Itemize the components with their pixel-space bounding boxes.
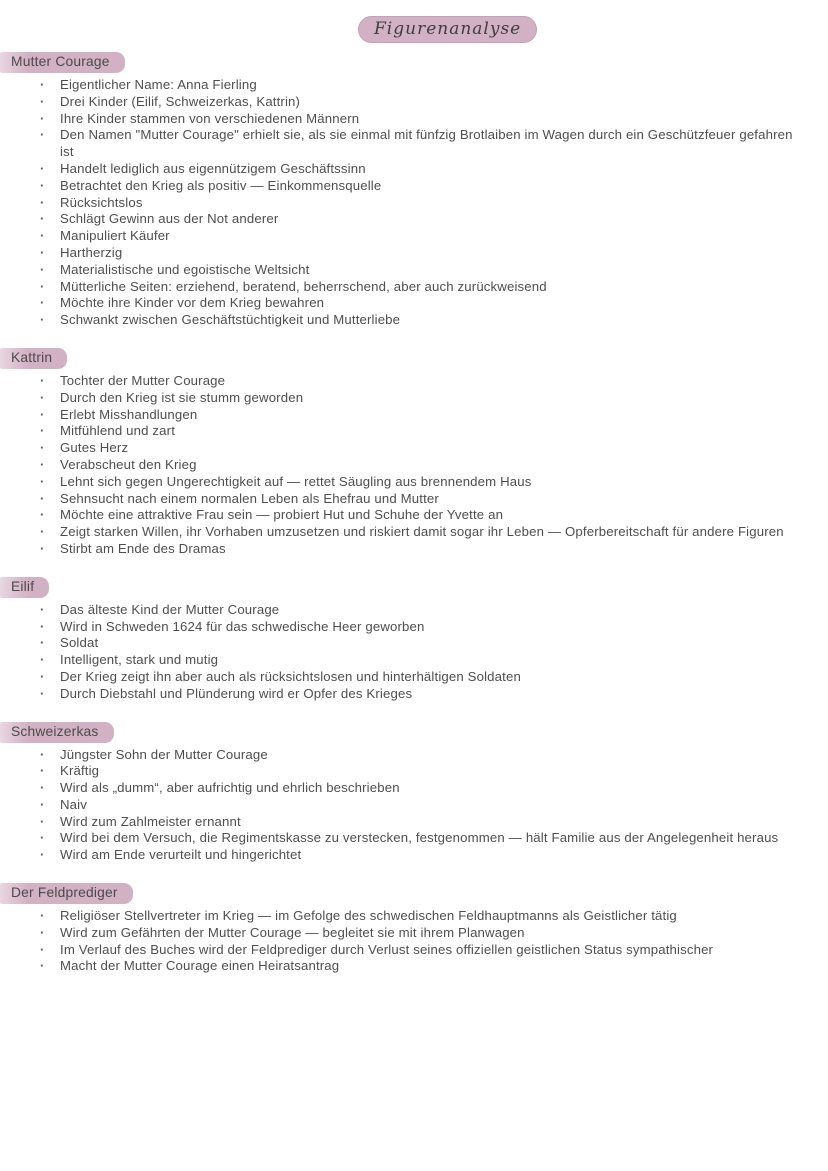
bullet-text: Mütterliche Seiten: erziehend, beratend, beherrschend, aber auch zurückweisend xyxy=(60,278,547,294)
section xyxy=(0,348,828,558)
bullet-dot-icon: · xyxy=(40,440,45,456)
bullet-dot-icon: · xyxy=(40,746,45,762)
bullet-dot-icon: · xyxy=(40,490,45,506)
bullet-item xyxy=(0,295,828,312)
bullet-text: Wird als „dumm“, aber aufrichtig und ehrlich beschrieben xyxy=(60,780,400,796)
bullet-text: Zeigt starken Willen, ihr Vorhaben umzusetzen und riskiert damit sogar ihr Leben — Opferbereitschaft für andere Figuren xyxy=(60,524,784,540)
section xyxy=(0,577,828,703)
bullet-list xyxy=(0,602,828,703)
bullet-item xyxy=(0,77,828,94)
section-heading-highlight xyxy=(0,348,67,369)
bullet-item xyxy=(0,94,828,111)
bullet-text: Erlebt Misshandlungen xyxy=(60,406,198,422)
bullet-item xyxy=(0,245,828,262)
bullet-dot-icon: · xyxy=(40,456,45,472)
bullet-text: Möchte eine attraktive Frau sein — probiert Hut und Schuhe der Yvette an xyxy=(60,507,504,523)
bullet-text: Das älteste Kind der Mutter Courage xyxy=(60,601,280,617)
bullet-dot-icon: · xyxy=(40,473,45,489)
bullet-text: Macht der Mutter Courage einen Heiratsantrag xyxy=(60,958,340,974)
section-heading-highlight xyxy=(0,883,133,904)
bullet-text: Wird zum Zahlmeister ernannt xyxy=(60,813,241,829)
bullet-text: Gutes Herz xyxy=(60,440,129,456)
bullet-dot-icon: · xyxy=(40,847,45,863)
bullet-item xyxy=(0,262,828,279)
bullet-dot-icon: · xyxy=(40,601,45,617)
bullet-dot-icon: · xyxy=(40,295,45,311)
bullet-item xyxy=(0,161,828,178)
section-heading: Kattrin xyxy=(11,349,53,365)
bullet-item xyxy=(0,925,828,942)
bullet-dot-icon: · xyxy=(40,780,45,796)
bullet-dot-icon: · xyxy=(40,177,45,193)
bullet-text: Sehnsucht nach einem normalen Leben als Ehefrau und Mutter xyxy=(60,490,439,506)
bullet-item xyxy=(0,127,828,161)
bullet-text: Jüngster Sohn der Mutter Courage xyxy=(60,746,268,762)
section-heading: Der Feldprediger xyxy=(11,885,118,901)
bullet-dot-icon: · xyxy=(40,110,45,126)
bullet-text: Hartherzig xyxy=(60,244,123,260)
bullet-text: Durch Diebstahl und Plünderung wird er Opfer des Krieges xyxy=(60,685,413,701)
bullet-list xyxy=(0,747,828,865)
bullet-item xyxy=(0,541,828,558)
bullet-item xyxy=(0,474,828,491)
bullet-item xyxy=(0,390,828,407)
bullet-text: Wird bei dem Versuch, die Regimentskasse zu verstecken, festgenommen — hält Familie aus der Angelegenheit heraus xyxy=(60,830,779,846)
bullet-text: Manipuliert Käufer xyxy=(60,228,170,244)
bullet-item xyxy=(0,942,828,959)
bullet-text: Den Namen "Mutter Courage" erhielt sie, als sie einmal mit fünfzig Brotlaiben im Wagen durch ein Geschützfeuer gefahren ist xyxy=(60,127,793,160)
bullet-item xyxy=(0,619,828,636)
bullet-dot-icon: · xyxy=(40,524,45,540)
bullet-text: Religiöser Stellvertreter im Krieg — im Gefolge des schwedischen Feldhauptmanns als Geistlicher tätig xyxy=(60,908,677,924)
bullet-item xyxy=(0,373,828,390)
bullet-dot-icon: · xyxy=(40,312,45,328)
bullet-text: Stirbt am Ende des Dramas xyxy=(60,540,226,556)
section-heading: Eilif xyxy=(11,578,35,594)
section-heading: Schweizerkas xyxy=(11,723,99,739)
bullet-text: Wird am Ende verurteilt und hingerichtet xyxy=(60,847,302,863)
bullet-dot-icon: · xyxy=(40,211,45,227)
bullet-dot-icon: · xyxy=(40,958,45,974)
bullet-text: Betrachtet den Krieg als positiv — Einkommensquelle xyxy=(60,177,382,193)
bullet-dot-icon: · xyxy=(40,652,45,668)
bullet-dot-icon: · xyxy=(40,194,45,210)
bullet-item xyxy=(0,423,828,440)
bullet-dot-icon: · xyxy=(40,635,45,651)
bullet-item xyxy=(0,312,828,329)
section xyxy=(0,883,828,975)
bullet-text: Möchte ihre Kinder vor dem Krieg bewahren xyxy=(60,295,325,311)
bullet-dot-icon: · xyxy=(40,406,45,422)
bullet-text: Kräftig xyxy=(60,763,100,779)
bullet-list xyxy=(0,77,828,329)
section-heading-highlight xyxy=(0,577,49,598)
bullet-dot-icon: · xyxy=(40,540,45,556)
bullet-text: Schwankt zwischen Geschäftstüchtigkeit und Mutterliebe xyxy=(60,312,401,328)
bullet-item xyxy=(0,652,828,669)
bullet-item xyxy=(0,602,828,619)
bullet-dot-icon: · xyxy=(40,908,45,924)
bullet-dot-icon: · xyxy=(40,618,45,634)
bullet-dot-icon: · xyxy=(40,796,45,812)
bullet-item xyxy=(0,669,828,686)
bullet-text: Durch den Krieg ist sie stumm geworden xyxy=(60,389,304,405)
bullet-dot-icon: · xyxy=(40,244,45,260)
bullet-item xyxy=(0,635,828,652)
bullet-text: Wird in Schweden 1624 für das schwedische Heer geworben xyxy=(60,618,425,634)
bullet-dot-icon: · xyxy=(40,389,45,405)
bullet-dot-icon: · xyxy=(40,685,45,701)
bullet-list xyxy=(0,908,828,975)
bullet-item xyxy=(0,440,828,457)
bullet-item xyxy=(0,747,828,764)
bullet-text: Rücksichtslos xyxy=(60,194,143,210)
section xyxy=(0,52,828,329)
bullet-item xyxy=(0,814,828,831)
bullet-text: Intelligent, stark und mutig xyxy=(60,652,219,668)
bullet-item xyxy=(0,111,828,128)
bullet-text: Drei Kinder (Eilif, Schweizerkas, Kattrin) xyxy=(60,93,301,109)
bullet-dot-icon: · xyxy=(40,160,45,176)
bullet-text: Der Krieg zeigt ihn aber auch als rücksichtslosen und hinterhältigen Soldaten xyxy=(60,668,521,684)
bullet-text: Ihre Kinder stammen von verschiedenen Männern xyxy=(60,110,360,126)
bullet-list xyxy=(0,373,828,558)
bullet-item xyxy=(0,780,828,797)
page-title: Figurenanalyse xyxy=(374,19,522,39)
bullet-text: Mitfühlend und zart xyxy=(60,423,176,439)
bullet-item xyxy=(0,457,828,474)
bullet-dot-icon: · xyxy=(40,423,45,439)
bullet-item xyxy=(0,211,828,228)
bullet-dot-icon: · xyxy=(40,813,45,829)
bullet-dot-icon: · xyxy=(40,372,45,388)
bullet-dot-icon: · xyxy=(40,668,45,684)
bullet-dot-icon: · xyxy=(40,763,45,779)
bullet-text: Materialistische und egoistische Weltsicht xyxy=(60,261,310,277)
bullet-item xyxy=(0,407,828,424)
bullet-text: Naiv xyxy=(60,796,87,812)
bullet-item xyxy=(0,847,828,864)
bullet-dot-icon: · xyxy=(40,830,45,846)
bullet-item xyxy=(0,491,828,508)
bullet-text: Handelt lediglich aus eigennützigem Geschäftssinn xyxy=(60,160,366,176)
section-heading-highlight xyxy=(0,722,114,743)
bullet-item xyxy=(0,195,828,212)
bullet-item xyxy=(0,958,828,975)
section-heading: Mutter Courage xyxy=(11,54,110,69)
bullet-text: Im Verlauf des Buches wird der Feldprediger durch Verlust seines offiziellen geistlichen Status sympathischer xyxy=(60,941,714,957)
bullet-dot-icon: · xyxy=(40,278,45,294)
bullet-item xyxy=(0,507,828,524)
bullet-text: Verabscheut den Krieg xyxy=(60,456,197,472)
bullet-text: Lehnt sich gegen Ungerechtigkeit auf — rettet Säugling aus brennendem Haus xyxy=(60,473,532,489)
bullet-item xyxy=(0,797,828,814)
bullet-text: Schlägt Gewinn aus der Not anderer xyxy=(60,211,279,227)
bullet-dot-icon: · xyxy=(40,77,45,92)
section xyxy=(0,722,828,865)
bullet-text: Eigentlicher Name: Anna Fierling xyxy=(60,77,257,92)
bullet-text: Wird zum Gefährten der Mutter Courage — begleitet sie mit ihrem Planwagen xyxy=(60,924,525,940)
bullet-item xyxy=(0,524,828,541)
bullet-item xyxy=(0,178,828,195)
bullet-dot-icon: · xyxy=(40,261,45,277)
bullet-item xyxy=(0,908,828,925)
bullet-item xyxy=(0,228,828,245)
bullet-dot-icon: · xyxy=(40,93,45,109)
bullet-item xyxy=(0,763,828,780)
bullet-text: Tochter der Mutter Courage xyxy=(60,372,226,388)
bullet-item xyxy=(0,279,828,296)
bullet-dot-icon: · xyxy=(40,941,45,957)
bullet-text: Soldat xyxy=(60,635,99,651)
bullet-dot-icon: · xyxy=(40,127,45,143)
bullet-item xyxy=(0,830,828,847)
bullet-dot-icon: · xyxy=(40,228,45,244)
bullet-item xyxy=(0,686,828,703)
page-title-pill xyxy=(358,16,537,43)
section-heading-highlight xyxy=(0,52,125,73)
sections-container xyxy=(0,52,828,975)
bullet-dot-icon: · xyxy=(40,507,45,523)
bullet-dot-icon: · xyxy=(40,924,45,940)
